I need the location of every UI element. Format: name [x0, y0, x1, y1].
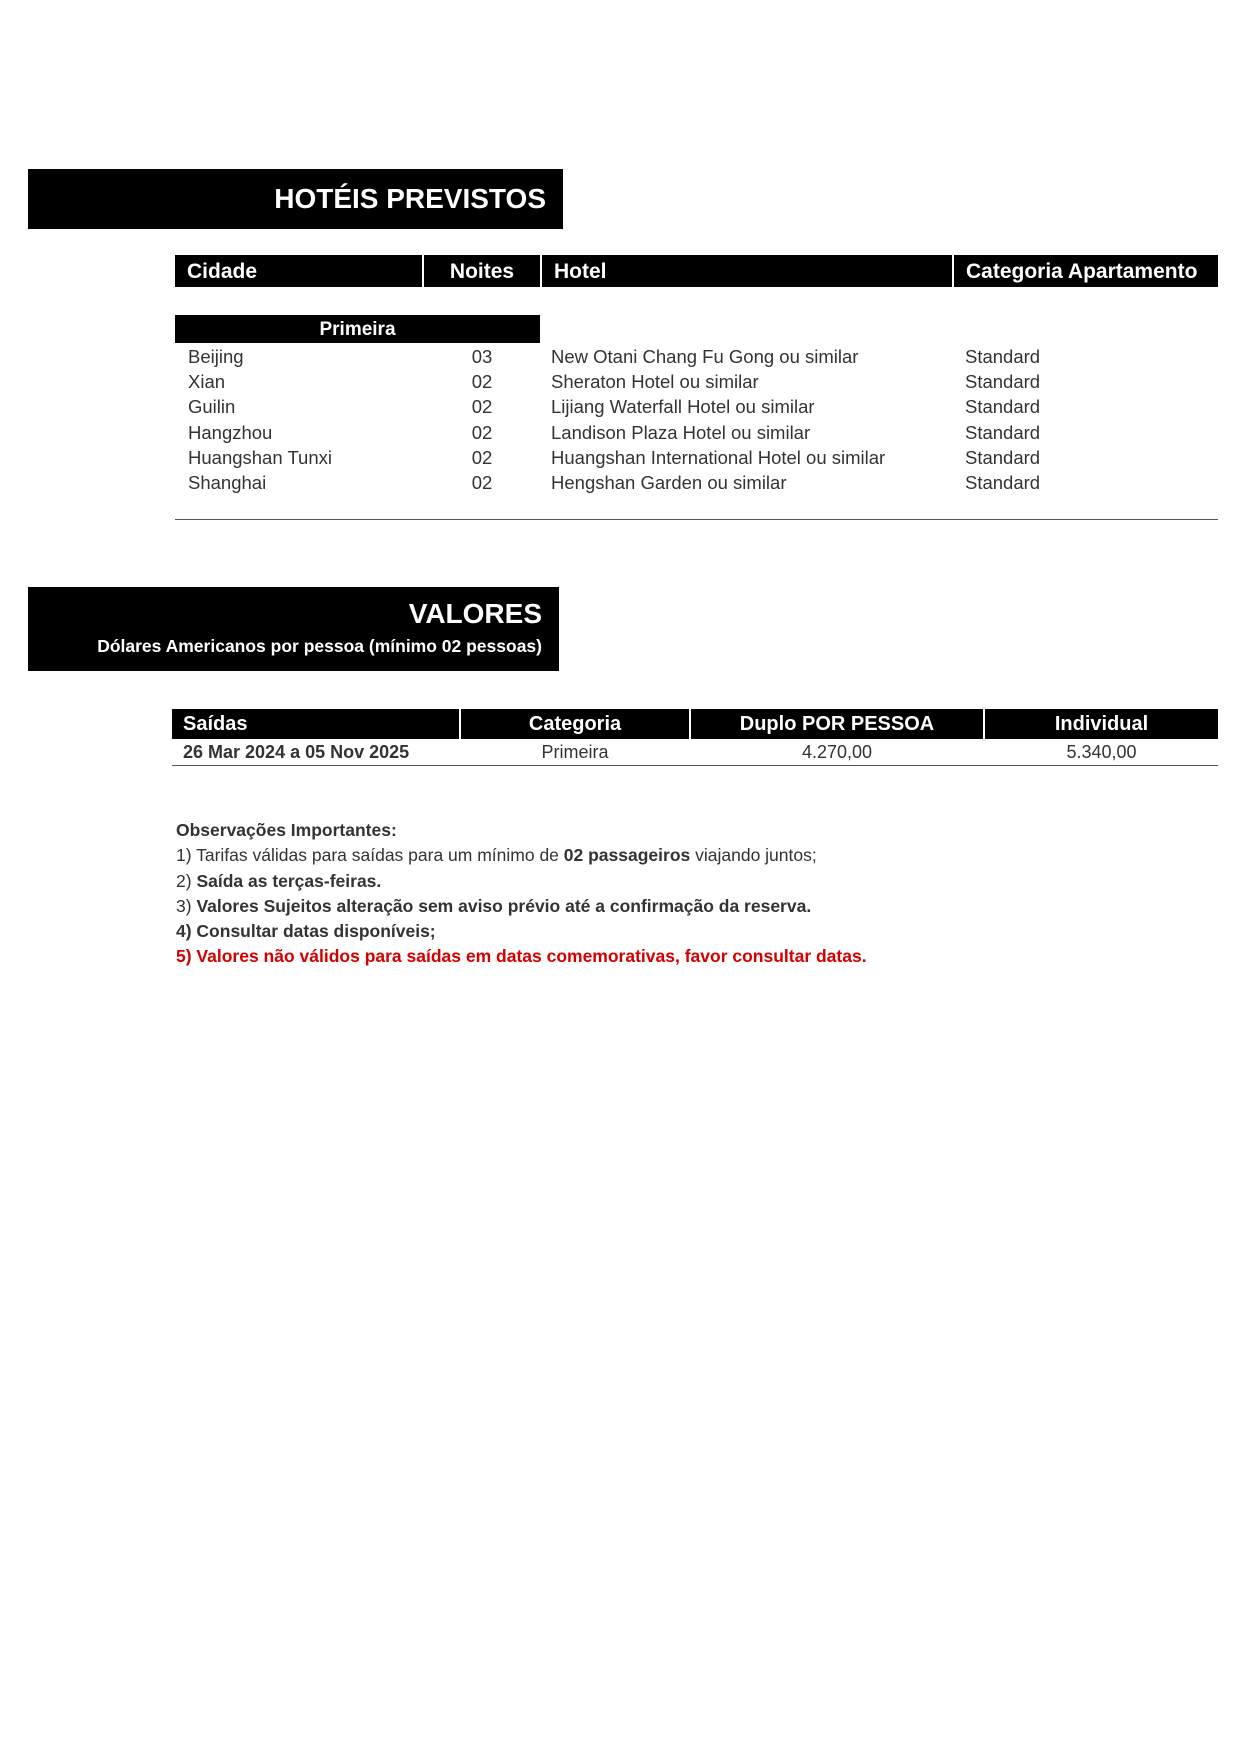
city-cell: Beijing — [188, 346, 244, 367]
column-header-category: Categoria — [461, 709, 689, 739]
column-header-double: Duplo POR PESSOA — [691, 709, 983, 739]
room-category-cell: Standard — [965, 471, 1041, 493]
prices-section-subtitle: Dólares Americanos por pessoa (mínimo 02 pessoas) — [97, 636, 542, 656]
prices-table-header — [172, 709, 1218, 739]
column-header-nights: Noites — [424, 255, 540, 287]
table-row — [175, 445, 1218, 470]
single-price-cell: 5.340,00 — [1066, 742, 1137, 762]
important-notes — [176, 818, 1176, 970]
hotel-cell: New Otani Chang Fu Gong ou similar — [551, 346, 859, 367]
note-bold-text: Saída as terças-feiras. — [196, 870, 382, 891]
notes-title: Observações Importantes: — [176, 820, 397, 840]
prices-section-title: VALORES — [408, 598, 542, 629]
note-item — [176, 869, 1176, 894]
column-header-hotel: Hotel — [542, 255, 952, 287]
nights-cell: 02 — [471, 471, 493, 493]
double-price-cell: 4.270,00 — [801, 742, 873, 762]
departures-cell: 26 Mar 2024 a 05 Nov 2025 — [183, 742, 410, 762]
table-row — [175, 369, 1218, 394]
column-header-city: Cidade — [175, 255, 422, 287]
note-text: viajando juntos; — [690, 845, 817, 866]
category-cell: Primeira — [541, 742, 609, 762]
nights-cell: 03 — [471, 346, 493, 367]
column-header-departures: Saídas — [172, 709, 459, 739]
nights-cell: 02 — [471, 421, 493, 443]
hotel-category-band: Primeira — [175, 315, 540, 343]
note-bold-text: 02 passageiros — [563, 845, 691, 866]
room-category-cell: Standard — [965, 446, 1041, 468]
hotel-cell: Sheraton Hotel ou similar — [551, 371, 759, 393]
note-prefix: 2) — [176, 870, 197, 891]
nights-cell: 02 — [471, 396, 493, 418]
column-header-room-category: Categoria Apartamento — [954, 255, 1218, 287]
hotel-cell: Huangshan International Hotel ou similar — [551, 446, 886, 468]
table-row — [175, 344, 1218, 369]
hotels-table-bottom-rule — [175, 519, 1218, 520]
table-row — [172, 739, 1218, 766]
prices-section-banner — [28, 587, 559, 671]
city-cell: Xian — [188, 371, 226, 393]
note-item: 4) Consultar datas disponíveis; — [176, 921, 436, 942]
column-header-single: Individual — [985, 709, 1218, 739]
hotel-cell: Hengshan Garden ou similar — [551, 471, 787, 493]
table-row — [175, 470, 1218, 495]
note-text: Tarifas válidas para saídas para um mínimo de — [196, 845, 564, 866]
note-item-highlighted: 5) Valores não válidos para saídas em datas comemorativas, favor consultar datas. — [176, 946, 867, 967]
hotel-cell: Landison Plaza Hotel ou similar — [551, 421, 811, 443]
note-prefix: 3) — [176, 895, 197, 916]
city-cell: Guilin — [188, 396, 236, 418]
nights-cell: 02 — [471, 371, 493, 393]
hotel-cell: Lijiang Waterfall Hotel ou similar — [551, 396, 815, 418]
city-cell: Huangshan Tunxi — [188, 446, 332, 468]
note-bold-text: Valores Sujeitos alteração sem aviso prévio até a confirmação da reserva. — [196, 895, 812, 916]
table-row — [175, 420, 1218, 445]
table-row — [175, 394, 1218, 419]
room-category-cell: Standard — [965, 371, 1041, 393]
hotels-section-title: HOTÉIS PREVISTOS — [28, 169, 563, 229]
room-category-cell: Standard — [965, 421, 1041, 443]
note-item — [176, 843, 1176, 868]
city-cell: Hangzhou — [188, 421, 273, 443]
hotels-table-body — [175, 344, 1218, 495]
nights-cell: 02 — [471, 446, 493, 468]
note-item — [176, 894, 1176, 919]
room-category-cell: Standard — [965, 346, 1041, 367]
room-category-cell: Standard — [965, 396, 1041, 418]
city-cell: Shanghai — [188, 471, 267, 493]
hotels-table-header — [175, 255, 1218, 287]
note-prefix: 1) — [176, 845, 197, 866]
